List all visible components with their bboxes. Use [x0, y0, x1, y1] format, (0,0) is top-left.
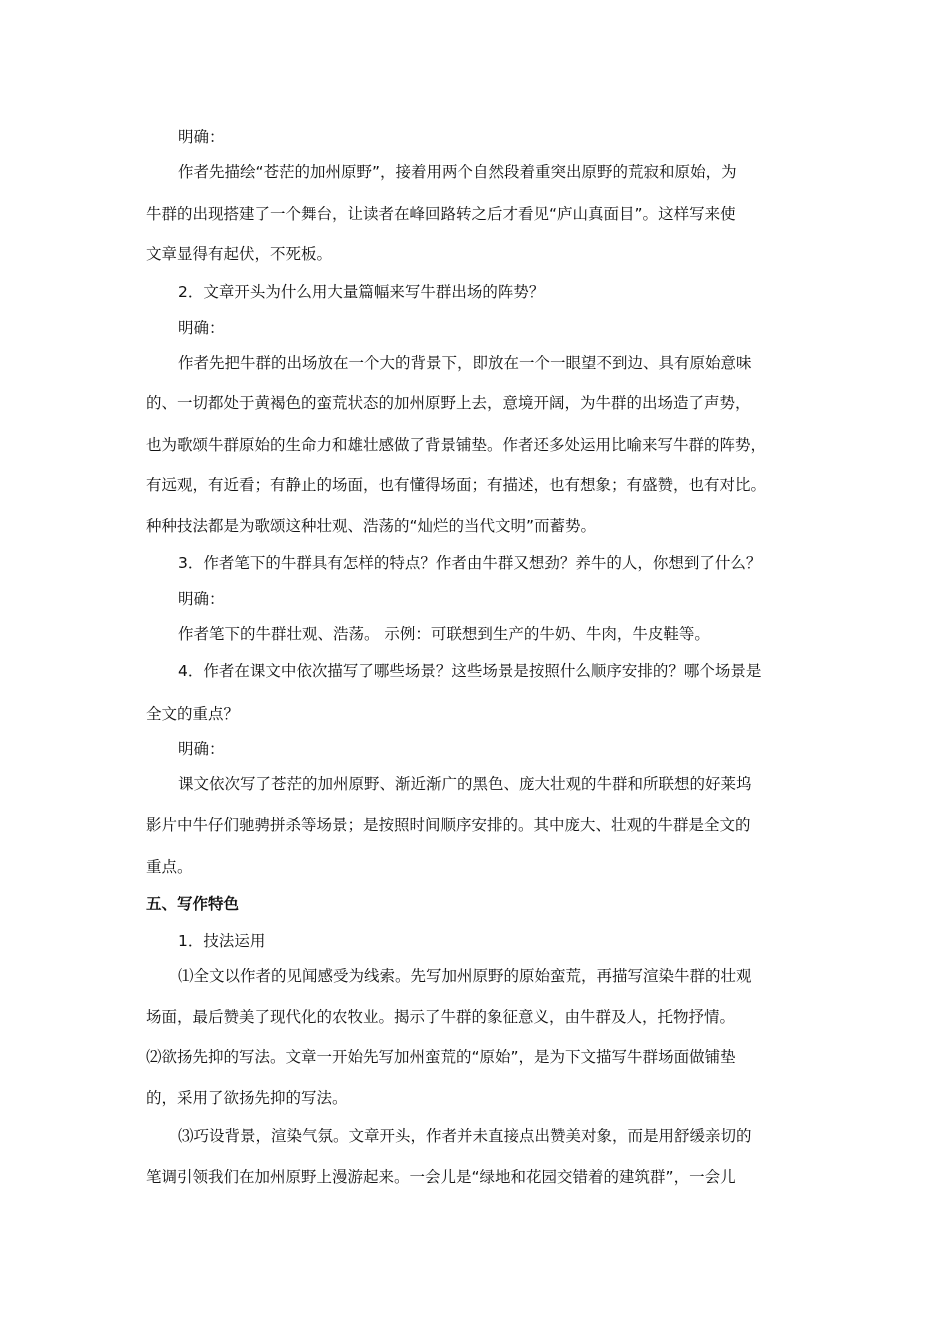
text-line: 也为歌颂牛群原始的生命力和雄壮感做了背景铺垫。作者还多处运用比喻来写牛群的阵势， — [146, 436, 767, 454]
text-line: 牛群的出现搭建了一个舞台，让读者在峰回路转之后才看见“庐山真面目”。这样写来使 — [146, 205, 736, 223]
text-line: 影片中牛仔们驰骋拼杀等场景；是按照时间顺序安排的。其中庞大、壮观的牛群是全文的 — [146, 816, 751, 834]
text-line: 文章显得有起伏，不死板。 — [146, 245, 333, 263]
text-line: 的，采用了欲扬先抑的写法。 — [146, 1089, 348, 1107]
section-heading: 五、写作特色 — [146, 895, 240, 913]
text-line: 的、一切都处于黄褐色的蛮荒状态的加州原野上去，意境开阔，为牛群的出场造了声势， — [146, 394, 751, 412]
text-line: 作者笔下的牛群壮观、浩荡。 示例：可联想到生产的牛奶、牛肉，牛皮鞋等。 — [178, 625, 710, 643]
text-line: 笔调引领我们在加州原野上漫游起来。一会儿是“绿地和花园交错着的建筑群”，一会儿 — [146, 1168, 736, 1186]
text-line: 重点。 — [146, 858, 193, 876]
text-line: 2．文章开头为什么用大量篇幅来写牛群出场的阵势？ — [178, 283, 545, 301]
text-line: 场面，最后赞美了现代化的农牧业。揭示了牛群的象征意义，由牛群及人，托物抒情。 — [146, 1008, 736, 1026]
subheading: 1．技法运用 — [178, 932, 266, 950]
text-line: 明确： — [178, 128, 225, 146]
text-line: 有远观，有近看；有静止的场面，也有懂得场面；有描述，也有想象；有盛赞，也有对比。 — [146, 476, 767, 494]
text-line: 种种技法都是为歌颂这种壮观、浩荡的“灿烂的当代文明”而蓄势。 — [146, 517, 597, 535]
text-line: ⑴全文以作者的见闻感受为线索。先写加州原野的原始蛮荒，再描写渲染牛群的壮观 — [178, 967, 752, 985]
text-line: 明确： — [178, 590, 225, 608]
text-line: ⑶巧设背景，渲染气氛。文章开头，作者并未直接点出赞美对象，而是用舒缓亲切的 — [178, 1127, 752, 1145]
text-line: ⑵欲扬先抑的写法。文章一开始先写加州蛮荒的“原始”，是为下文描写牛群场面做铺垫 — [146, 1048, 736, 1066]
text-line: 3．作者笔下的牛群具有怎样的特点？作者由牛群又想劲？养牛的人，你想到了什么？ — [178, 554, 762, 572]
text-line: 作者先描绘“苍茫的加州原野”，接着用两个自然段着重突出原野的荒寂和原始，为 — [178, 163, 737, 181]
text-line: 明确： — [178, 319, 225, 337]
text-line: 作者先把牛群的出场放在一个大的背景下，即放在一个一眼望不到边、具有原始意味 — [178, 354, 752, 372]
text-line: 4．作者在课文中依次描写了哪些场景？这些场景是按照什么顺序安排的？哪个场景是 — [178, 662, 762, 680]
text-line: 课文依次写了苍茫的加州原野、渐近渐广的黑色、庞大壮观的牛群和所联想的好莱坞 — [178, 775, 752, 793]
text-line: 明确： — [178, 740, 225, 758]
text-line: 全文的重点？ — [146, 705, 240, 723]
